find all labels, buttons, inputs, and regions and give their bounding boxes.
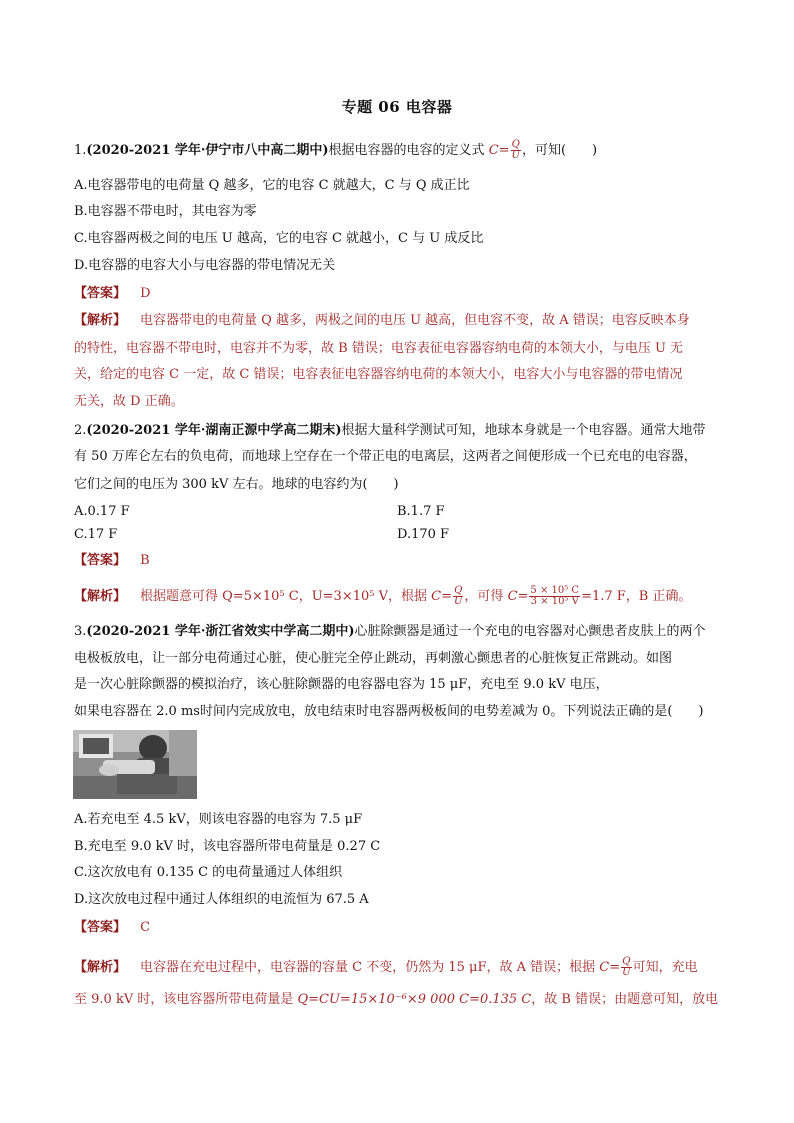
q1-analysis-line-2: 的特性，电容器不带电时，电容并不为零，故 B 错误；电容表征电容器容纳电荷的本领大小，与电压 U 无 bbox=[74, 341, 684, 356]
q2-source: (2020-2021 学年·湖南正源中学高二期末) bbox=[86, 423, 342, 438]
answer-label: 【答案】 bbox=[74, 286, 127, 301]
q1-option-b: B.电容器不带电时，其电容为零 bbox=[74, 204, 257, 219]
q2-stem-line-2: 有 50 万库仑左右的负电荷，而地球上空存在一个带正电的电离层，这两者之间便形成一个已充电的电容器， bbox=[74, 449, 697, 464]
q2-formula-2: C= $\frac{\text{5 × 10⁵ C}}{\text{3 × 10⁵ V}}$ bbox=[507, 585, 580, 607]
q1-source: (2020-2021 学年·伊宁市八中高二期中) bbox=[86, 143, 329, 158]
analysis-label: 【解析】 bbox=[74, 960, 127, 975]
q3-formula: C= $\frac{Q}{U}$ bbox=[599, 956, 631, 978]
q1-analysis-line-1: 【解析】 电容器带电的电荷量 Q 越多，两极之间的电压 U 越高，但电容不变，故 A 错误；电容反映本身 bbox=[74, 313, 690, 328]
q2-analysis: 【解析】 根据题意可得 Q=5×10⁵ C，U=3×10⁵ V，根据 C= $\frac{Q}{U}$ ，可得 C= $\frac{\text{5 × 10⁵ C}}{\text{3 × 10⁵ V}}$ =1.7 F，B 正确。 bbox=[74, 585, 692, 607]
q2-formula-1: C= $\frac{Q}{U}$ bbox=[431, 585, 463, 607]
q1-option-d: D.电容器的电容大小与电容器的带电情况无关 bbox=[74, 258, 336, 273]
q2-option-a: A.0.17 F bbox=[74, 504, 130, 519]
q1-answer-value: D bbox=[140, 286, 151, 301]
q3-analysis-line-1: 【解析】 电容器在充电过程中，电容器的容量 C 不变，仍然为 15 μF，故 A 错误；根据 C= $\frac{Q}{U}$ 可知，充电 bbox=[74, 956, 698, 978]
q3-answer-value: C bbox=[140, 920, 151, 935]
q2-option-b: B.1.7 F bbox=[397, 504, 445, 519]
q2-option-d: D.170 F bbox=[397, 527, 450, 542]
defibrillator-photo bbox=[73, 730, 197, 799]
analysis-label: 【解析】 bbox=[74, 313, 127, 328]
q1-stem bbox=[74, 140, 597, 161]
q1-formula: C= $\frac{Q}{U}$ bbox=[488, 139, 520, 161]
q3-option-a: A.若充电至 4.5 kV，则该电容器的电容为 7.5 μF bbox=[74, 812, 363, 827]
q2-number: 2. bbox=[74, 423, 87, 438]
q3-stem-line-3: 是一次心脏除颤器的模拟治疗，该心脏除颤器的电容器电容为 15 μF，充电至 9.0 kV 电压， bbox=[74, 677, 609, 692]
q2-stem-line-1: 2.(2020-2021 学年·湖南正源中学高二期末)根据大量科学测试可知，地球本身就是一个电容器。通常大地带 bbox=[74, 423, 706, 438]
q3-stem-line-4: 如果电容器在 2.0 ms时间内完成放电，放电结束时电容器两极板间的电势差减为 0。下列说法正确的是( ) bbox=[74, 704, 704, 719]
answer-label: 【答案】 bbox=[74, 920, 127, 935]
q2-stem-line-3: 它们之间的电压为 300 kV 左右。地球的电容约为( ) bbox=[74, 477, 399, 492]
q3-stem-line-1: 3.(2020-2021 学年·浙江省效实中学高二期中)心脏除颤器是通过一个充电的电容器对心颤患者皮肤上的两个 bbox=[74, 624, 706, 639]
q3-option-b: B.充电至 9.0 kV 时，该电容器所带电荷量是 0.27 C bbox=[74, 839, 381, 854]
q3-number: 3. bbox=[74, 624, 87, 639]
page-title: 专题 06 电容器 bbox=[341, 98, 453, 116]
q1-analysis-line-3: 关，给定的电容 C 一定，故 C 错误；电容表征电容器容纳电荷的本领大小，电容大小与电容器的带电情况 bbox=[74, 367, 683, 382]
q2-answer bbox=[74, 553, 150, 569]
q1-option-c: C.电容器两极之间的电压 U 越高，它的电容 C 就越小，C 与 U 成反比 bbox=[74, 231, 484, 246]
q1-analysis-line-4: 无关，故 D 正确。 bbox=[74, 394, 184, 409]
q2-option-c: C.17 F bbox=[74, 527, 118, 542]
analysis-label: 【解析】 bbox=[74, 589, 127, 604]
q3-option-d: D.这次放电过程中通过人体组织的电流恒为 67.5 A bbox=[74, 892, 369, 907]
q1-answer bbox=[74, 286, 151, 302]
q2-answer-value: B bbox=[140, 553, 150, 568]
q3-source: (2020-2021 学年·浙江省效实中学高二期中) bbox=[86, 624, 355, 639]
q3-option-c: C.这次放电有 0.135 C 的电荷量通过人体组织 bbox=[74, 865, 343, 880]
q3-stem-line-2: 电极板放电，让一部分电荷通过心脏，使心脏完全停止跳动，再刺激心颤患者的心脏恢复正常跳动。如图 bbox=[74, 651, 673, 666]
q3-analysis-line-2: 至 9.0 kV 时，该电容器所带电荷量是 Q=CU=15×10⁻⁶×9 000 C=0.135 C，故 B 错误；由题意可知，放电 bbox=[74, 992, 719, 1007]
q1-number: 1. bbox=[74, 143, 87, 158]
answer-label: 【答案】 bbox=[74, 553, 127, 568]
q1-stem-end: ，可知( ) bbox=[521, 143, 598, 158]
q1-stem-text: 根据电容器的电容的定义式 bbox=[328, 143, 485, 158]
q3-answer bbox=[74, 920, 150, 936]
q1-option-a: A.电容器带电的电荷量 Q 越多，它的电容 C 就越大，C 与 Q 成正比 bbox=[74, 178, 470, 193]
q3-charge-calc: Q=CU=15×10⁻⁶×9 000 C=0.135 C bbox=[297, 992, 532, 1007]
